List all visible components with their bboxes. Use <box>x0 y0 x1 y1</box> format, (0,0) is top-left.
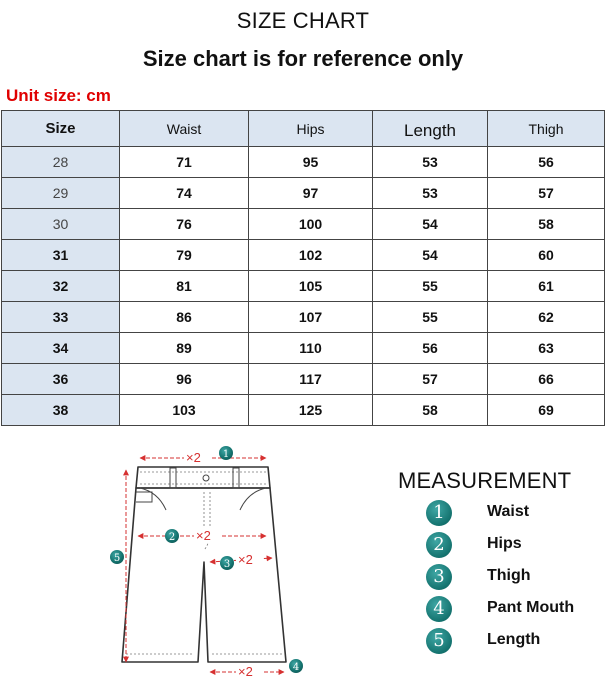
waist-multiplier: ×2 <box>186 450 201 465</box>
marker-5: 5 <box>113 553 121 564</box>
marker-2: 2 <box>168 532 176 543</box>
unit-label: Unit size: cm <box>6 86 111 105</box>
page-subtitle: Size chart is for reference only <box>142 46 464 71</box>
cell-size: 36 <box>2 364 120 395</box>
header-length: Length <box>373 111 488 147</box>
table-header-row <box>2 111 605 147</box>
header-hips: Hips <box>249 111 373 147</box>
table-row <box>2 395 605 426</box>
cell-waist: 89 <box>120 333 249 364</box>
table-row <box>2 147 605 178</box>
cell-length: 54 <box>373 240 488 271</box>
cell-size: 29 <box>2 178 120 209</box>
cell-length: 53 <box>373 178 488 209</box>
header-size: Size <box>2 111 120 147</box>
marker-3: 3 <box>223 559 231 570</box>
cell-hips: 102 <box>249 240 373 271</box>
cell-thigh: 63 <box>488 333 605 364</box>
thigh-multiplier: ×2 <box>238 552 253 567</box>
legend-number: 4 <box>426 596 452 622</box>
cell-length: 57 <box>373 364 488 395</box>
hips-multiplier: ×2 <box>196 528 211 543</box>
cell-size: 34 <box>2 333 120 364</box>
cell-waist: 81 <box>120 271 249 302</box>
cell-thigh: 69 <box>488 395 605 426</box>
size-table <box>1 110 605 426</box>
pant-mouth-multiplier: ×2 <box>238 664 253 679</box>
cell-thigh: 56 <box>488 147 605 178</box>
cell-thigh: 61 <box>488 271 605 302</box>
page-title: SIZE CHART <box>236 8 370 33</box>
legend-number: 2 <box>426 532 452 558</box>
marker-4: 4 <box>292 662 300 673</box>
cell-length: 53 <box>373 147 488 178</box>
table-row <box>2 364 605 395</box>
cell-thigh: 62 <box>488 302 605 333</box>
table-row <box>2 302 605 333</box>
cell-length: 56 <box>373 333 488 364</box>
legend-number: 5 <box>426 628 452 654</box>
cell-length: 58 <box>373 395 488 426</box>
cell-waist: 79 <box>120 240 249 271</box>
cell-waist: 86 <box>120 302 249 333</box>
cell-hips: 97 <box>249 178 373 209</box>
cell-size: 31 <box>2 240 120 271</box>
cell-size: 30 <box>2 209 120 240</box>
cell-length: 55 <box>373 271 488 302</box>
cell-size: 38 <box>2 395 120 426</box>
cell-size: 33 <box>2 302 120 333</box>
cell-hips: 105 <box>249 271 373 302</box>
header-waist: Waist <box>120 111 249 147</box>
table-row <box>2 209 605 240</box>
cell-waist: 76 <box>120 209 249 240</box>
cell-hips: 117 <box>249 364 373 395</box>
table-row <box>2 333 605 364</box>
cell-size: 28 <box>2 147 120 178</box>
cell-length: 55 <box>373 302 488 333</box>
cell-hips: 125 <box>249 395 373 426</box>
legend-label: Length <box>487 631 541 648</box>
cell-hips: 100 <box>249 209 373 240</box>
legend-label: Pant Mouth <box>487 599 575 616</box>
cell-hips: 107 <box>249 302 373 333</box>
cell-hips: 95 <box>249 147 373 178</box>
table-row <box>2 271 605 302</box>
legend-number: 3 <box>426 564 452 590</box>
shorts-diagram <box>100 440 310 689</box>
cell-length: 54 <box>373 209 488 240</box>
legend-label: Thigh <box>487 567 531 584</box>
cell-thigh: 57 <box>488 178 605 209</box>
cell-waist: 103 <box>120 395 249 426</box>
cell-thigh: 60 <box>488 240 605 271</box>
cell-hips: 110 <box>249 333 373 364</box>
cell-size: 32 <box>2 271 120 302</box>
header-thigh: Thigh <box>488 111 605 147</box>
cell-waist: 74 <box>120 178 249 209</box>
legend-label: Hips <box>487 535 522 552</box>
marker-1: 1 <box>222 449 230 460</box>
cell-thigh: 66 <box>488 364 605 395</box>
table-row <box>2 178 605 209</box>
legend-label: Waist <box>487 503 530 520</box>
table-row <box>2 240 605 271</box>
cell-waist: 71 <box>120 147 249 178</box>
legend-number: 1 <box>426 500 452 526</box>
cell-waist: 96 <box>120 364 249 395</box>
cell-thigh: 58 <box>488 209 605 240</box>
measurement-title: MEASUREMENT <box>398 468 572 493</box>
